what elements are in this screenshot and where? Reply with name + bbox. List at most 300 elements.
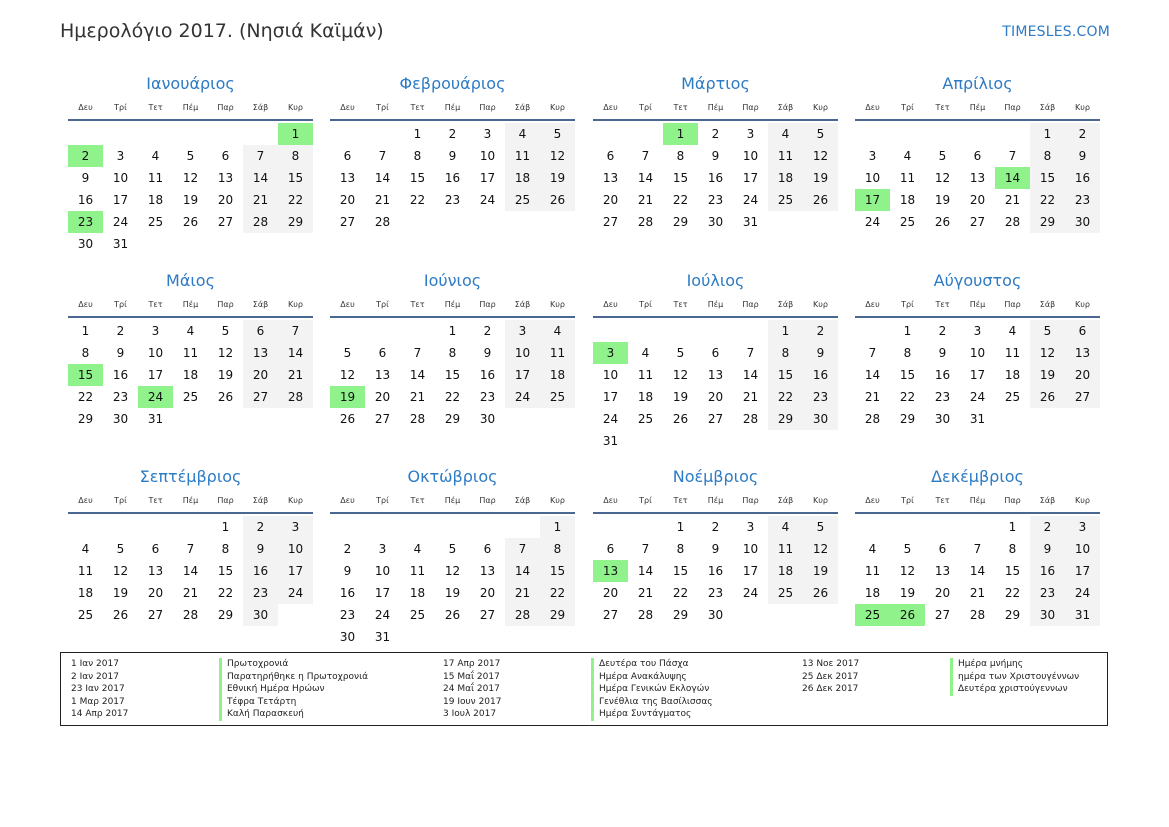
day-cell: 8 bbox=[540, 538, 575, 560]
day-cell: 6 bbox=[711, 346, 720, 360]
day-cell: 3 bbox=[973, 324, 982, 338]
day-cell: 2 bbox=[483, 324, 492, 338]
weekday-label: Σάβ bbox=[777, 300, 794, 309]
month-block bbox=[855, 466, 1100, 626]
day-cell: 22 bbox=[444, 390, 461, 404]
day-cell: 28 bbox=[243, 211, 278, 233]
weekday-label: Σάβ bbox=[777, 496, 794, 505]
weekday-label: Τετ bbox=[410, 496, 425, 505]
month-block bbox=[68, 270, 313, 430]
day-cell: 14 bbox=[409, 368, 426, 382]
weekday-label: Παρ bbox=[1004, 300, 1021, 309]
day-cell: 30 bbox=[479, 412, 496, 426]
day-cell: 14 bbox=[243, 167, 278, 189]
day-cell: 29 bbox=[217, 608, 234, 622]
day-cell: 3 bbox=[483, 127, 492, 141]
weekday-label: Δευ bbox=[603, 496, 618, 505]
empty-cell bbox=[400, 320, 435, 342]
day-cell: 4 bbox=[768, 123, 803, 145]
day-cell: 13 bbox=[1065, 342, 1100, 364]
day-cell: 21 bbox=[278, 364, 313, 386]
day-cell: 20 bbox=[374, 390, 391, 404]
legend-row bbox=[443, 708, 692, 721]
day-cell: 2 bbox=[448, 127, 457, 141]
day-cell: 19 bbox=[182, 193, 199, 207]
holiday-date: 25 Δεκ 2017 bbox=[802, 671, 859, 682]
day-grid bbox=[593, 320, 838, 452]
weekday-label: Τετ bbox=[410, 103, 425, 112]
day-cell: 30 bbox=[934, 412, 951, 426]
day-cell: 5 bbox=[540, 123, 575, 145]
day-cell: 12 bbox=[217, 346, 234, 360]
day-cell: 9 bbox=[81, 171, 90, 185]
site-link[interactable]: TIMESLES.COM bbox=[1002, 24, 1110, 40]
day-cell: 23 bbox=[707, 586, 724, 600]
legend-row bbox=[71, 708, 304, 721]
day-cell: 27 bbox=[147, 608, 164, 622]
weekday-label: Τετ bbox=[148, 496, 163, 505]
day-cell: 28 bbox=[374, 215, 391, 229]
day-cell: 23 bbox=[707, 193, 724, 207]
holiday-date: 24 Μαΐ 2017 bbox=[443, 684, 500, 695]
day-cell: 26 bbox=[540, 189, 575, 211]
empty-cell bbox=[505, 516, 540, 538]
day-cell: 27 bbox=[707, 412, 724, 426]
day-cell: 9 bbox=[1030, 538, 1065, 560]
day-cell: 25 bbox=[147, 215, 164, 229]
weekday-label: Τρί bbox=[901, 103, 914, 112]
weekday-label: Τρί bbox=[639, 103, 652, 112]
weekday-label: Τετ bbox=[673, 300, 688, 309]
day-cell: 16 bbox=[707, 564, 724, 578]
day-cell: 16 bbox=[243, 560, 278, 582]
month-name: Σεπτέμβριος bbox=[139, 467, 242, 486]
day-cell: 20 bbox=[602, 193, 619, 207]
day-cell: 23 bbox=[934, 390, 951, 404]
holiday-name: ημέρα των Χριστουγέννων bbox=[950, 671, 1079, 684]
day-cell: 5 bbox=[343, 346, 352, 360]
weekday-label: Κυρ bbox=[550, 103, 565, 112]
day-cell: 2 bbox=[243, 516, 278, 538]
day-cell: 11 bbox=[77, 564, 94, 578]
day-cell: 14 bbox=[637, 564, 654, 578]
weekday-label: Δευ bbox=[340, 103, 355, 112]
day-cell: 10 bbox=[864, 171, 881, 185]
day-cell: 15 bbox=[444, 368, 461, 382]
day-cell: 6 bbox=[1065, 320, 1100, 342]
day-cell: 9 bbox=[803, 342, 838, 364]
month-block bbox=[330, 270, 575, 430]
holiday-day-cell: 2 bbox=[68, 145, 103, 167]
day-cell: 8 bbox=[413, 149, 422, 163]
day-cell: 30 bbox=[1030, 604, 1065, 626]
empty-cell bbox=[593, 123, 628, 145]
page-title: Ημερολόγιο 2017. (Νησιά Καϊμάν) bbox=[60, 20, 384, 42]
legend-column bbox=[71, 658, 369, 721]
day-cell: 3 bbox=[1065, 516, 1100, 538]
day-cell: 24 bbox=[479, 193, 496, 207]
empty-cell bbox=[330, 320, 365, 342]
day-cell: 20 bbox=[1065, 364, 1100, 386]
day-cell: 15 bbox=[1030, 167, 1065, 189]
day-cell: 18 bbox=[768, 560, 803, 582]
holiday-day-cell: 17 bbox=[855, 189, 890, 211]
day-cell: 3 bbox=[378, 542, 387, 556]
day-cell: 27 bbox=[339, 215, 356, 229]
holiday-day-cell: 1 bbox=[278, 123, 313, 145]
day-cell: 20 bbox=[969, 193, 986, 207]
weekday-header bbox=[855, 490, 1100, 514]
legend-row bbox=[802, 658, 1024, 671]
day-cell: 30 bbox=[707, 215, 724, 229]
weekday-label: Παρ bbox=[742, 103, 759, 112]
weekday-header bbox=[855, 294, 1100, 318]
day-cell: 2 bbox=[938, 324, 947, 338]
weekday-label: Παρ bbox=[742, 496, 759, 505]
day-cell: 4 bbox=[81, 542, 90, 556]
holiday-day-cell: 25 bbox=[855, 604, 890, 626]
empty-cell bbox=[925, 516, 960, 538]
weekday-label: Τετ bbox=[935, 103, 950, 112]
holiday-day-cell: 23 bbox=[68, 211, 103, 233]
day-cell: 22 bbox=[77, 390, 94, 404]
day-cell: 31 bbox=[112, 237, 129, 251]
weekday-label: Τετ bbox=[673, 496, 688, 505]
day-cell: 4 bbox=[868, 542, 877, 556]
day-cell: 8 bbox=[676, 149, 685, 163]
day-cell: 17 bbox=[479, 171, 496, 185]
empty-cell bbox=[960, 516, 995, 538]
day-cell: 10 bbox=[479, 149, 496, 163]
day-cell: 9 bbox=[343, 564, 352, 578]
empty-cell bbox=[330, 123, 365, 145]
empty-cell bbox=[365, 320, 400, 342]
holiday-date: 19 Ιουν 2017 bbox=[443, 696, 502, 707]
weekday-header bbox=[330, 490, 575, 514]
day-cell: 23 bbox=[112, 390, 129, 404]
day-cell: 6 bbox=[938, 542, 947, 556]
day-grid bbox=[68, 320, 313, 430]
month-block bbox=[68, 466, 313, 626]
day-cell: 29 bbox=[444, 412, 461, 426]
day-cell: 18 bbox=[409, 586, 426, 600]
holiday-day-cell: 19 bbox=[330, 386, 365, 408]
holiday-name: Τέφρα Τετάρτη bbox=[219, 696, 296, 709]
empty-cell bbox=[103, 123, 138, 145]
day-cell: 3 bbox=[278, 516, 313, 538]
day-cell: 4 bbox=[413, 542, 422, 556]
day-cell: 5 bbox=[903, 542, 912, 556]
weekday-label: Τετ bbox=[673, 103, 688, 112]
day-cell: 13 bbox=[934, 564, 951, 578]
month-block bbox=[593, 466, 838, 626]
day-cell: 25 bbox=[182, 390, 199, 404]
day-cell: 27 bbox=[374, 412, 391, 426]
day-grid bbox=[330, 320, 575, 430]
day-cell: 15 bbox=[768, 364, 803, 386]
day-cell: 7 bbox=[1008, 149, 1017, 163]
empty-cell bbox=[365, 516, 400, 538]
day-cell: 20 bbox=[707, 390, 724, 404]
day-cell: 5 bbox=[938, 149, 947, 163]
weekday-label: Παρ bbox=[217, 103, 234, 112]
day-cell: 12 bbox=[672, 368, 689, 382]
empty-cell bbox=[68, 516, 103, 538]
day-cell: 24 bbox=[1065, 582, 1100, 604]
weekday-label: Τρί bbox=[901, 300, 914, 309]
day-cell: 18 bbox=[768, 167, 803, 189]
empty-cell bbox=[855, 320, 890, 342]
day-cell: 11 bbox=[540, 342, 575, 364]
weekday-label: Σάβ bbox=[1039, 300, 1056, 309]
day-cell: 11 bbox=[182, 346, 199, 360]
day-cell: 19 bbox=[672, 390, 689, 404]
day-cell: 4 bbox=[903, 149, 912, 163]
day-cell: 27 bbox=[602, 215, 619, 229]
day-grid bbox=[68, 516, 313, 626]
day-cell: 1 bbox=[903, 324, 912, 338]
day-grid bbox=[330, 516, 575, 648]
holiday-day-cell: 3 bbox=[593, 342, 628, 364]
day-cell: 13 bbox=[374, 368, 391, 382]
day-cell: 10 bbox=[278, 538, 313, 560]
day-cell: 14 bbox=[864, 368, 881, 382]
day-cell: 4 bbox=[186, 324, 195, 338]
day-cell: 12 bbox=[803, 145, 838, 167]
day-cell: 22 bbox=[672, 193, 689, 207]
day-cell: 16 bbox=[934, 368, 951, 382]
day-cell: 5 bbox=[186, 149, 195, 163]
day-cell: 29 bbox=[278, 211, 313, 233]
day-cell: 19 bbox=[934, 193, 951, 207]
day-cell: 10 bbox=[147, 346, 164, 360]
day-cell: 11 bbox=[768, 145, 803, 167]
day-cell: 29 bbox=[672, 215, 689, 229]
day-cell: 30 bbox=[112, 412, 129, 426]
weekday-label: Τρί bbox=[639, 496, 652, 505]
empty-cell bbox=[628, 320, 663, 342]
day-cell: 7 bbox=[641, 149, 650, 163]
day-cell: 13 bbox=[243, 342, 278, 364]
day-cell: 8 bbox=[221, 542, 230, 556]
month-name: Οκτώβριος bbox=[407, 467, 498, 486]
day-cell: 17 bbox=[505, 364, 540, 386]
day-grid bbox=[593, 516, 838, 626]
day-cell: 6 bbox=[606, 149, 615, 163]
weekday-header bbox=[855, 97, 1100, 121]
holiday-date: 13 Νοε 2017 bbox=[802, 659, 860, 669]
holiday-name: Παρατηρήθηκε η Πρωτοχρονιά bbox=[219, 671, 368, 684]
weekday-label: Πέμ bbox=[969, 300, 986, 309]
day-cell: 28 bbox=[637, 215, 654, 229]
day-cell: 14 bbox=[969, 564, 986, 578]
day-cell: 12 bbox=[934, 171, 951, 185]
day-cell: 6 bbox=[378, 346, 387, 360]
day-cell: 20 bbox=[217, 193, 234, 207]
holiday-day-cell: 1 bbox=[663, 123, 698, 145]
day-cell: 21 bbox=[742, 390, 759, 404]
day-cell: 11 bbox=[864, 564, 881, 578]
day-cell: 28 bbox=[742, 412, 759, 426]
empty-cell bbox=[173, 516, 208, 538]
day-cell: 29 bbox=[768, 408, 803, 430]
day-cell: 20 bbox=[147, 586, 164, 600]
day-cell: 22 bbox=[1030, 189, 1065, 211]
day-cell: 6 bbox=[606, 542, 615, 556]
day-cell: 18 bbox=[147, 193, 164, 207]
day-cell: 1 bbox=[768, 320, 803, 342]
day-cell: 19 bbox=[112, 586, 129, 600]
day-cell: 18 bbox=[505, 167, 540, 189]
day-cell: 21 bbox=[1004, 193, 1021, 207]
holiday-date: 14 Απρ 2017 bbox=[71, 709, 129, 720]
day-cell: 27 bbox=[479, 608, 496, 622]
weekday-label: Κυρ bbox=[550, 300, 565, 309]
day-cell: 2 bbox=[1065, 123, 1100, 145]
weekday-header bbox=[68, 294, 313, 318]
day-cell: 10 bbox=[1065, 538, 1100, 560]
month-name: Ιούλιος bbox=[686, 271, 745, 290]
weekday-label: Τρί bbox=[376, 300, 389, 309]
weekday-label: Πέμ bbox=[969, 103, 986, 112]
day-cell: 16 bbox=[77, 193, 94, 207]
day-cell: 28 bbox=[182, 608, 199, 622]
weekday-label: Δευ bbox=[603, 103, 618, 112]
weekday-label: Σάβ bbox=[514, 103, 531, 112]
holiday-name: Δευτέρα χριστούγεννων bbox=[950, 683, 1068, 696]
day-cell: 1 bbox=[448, 324, 457, 338]
day-cell: 25 bbox=[637, 412, 654, 426]
weekday-label: Δευ bbox=[78, 103, 93, 112]
weekday-label: Τετ bbox=[148, 300, 163, 309]
day-cell: 16 bbox=[1065, 167, 1100, 189]
day-cell: 13 bbox=[969, 171, 986, 185]
month-block bbox=[68, 73, 313, 255]
day-cell: 17 bbox=[969, 368, 986, 382]
day-cell: 7 bbox=[641, 542, 650, 556]
empty-cell bbox=[855, 516, 890, 538]
day-cell: 26 bbox=[444, 608, 461, 622]
weekday-label: Τρί bbox=[114, 103, 127, 112]
weekday-label: Τρί bbox=[114, 496, 127, 505]
weekday-label: Σάβ bbox=[252, 496, 269, 505]
day-cell: 5 bbox=[116, 542, 125, 556]
empty-cell bbox=[103, 516, 138, 538]
weekday-label: Σάβ bbox=[252, 300, 269, 309]
day-cell: 27 bbox=[969, 215, 986, 229]
month-block bbox=[855, 73, 1100, 233]
weekday-label: Παρ bbox=[1004, 496, 1021, 505]
weekday-label: Δευ bbox=[340, 496, 355, 505]
day-cell: 6 bbox=[483, 542, 492, 556]
day-cell: 23 bbox=[1065, 189, 1100, 211]
month-block bbox=[593, 270, 838, 452]
day-cell: 18 bbox=[1004, 368, 1021, 382]
day-cell: 27 bbox=[1065, 386, 1100, 408]
day-cell: 28 bbox=[969, 608, 986, 622]
day-cell: 14 bbox=[374, 171, 391, 185]
day-cell: 15 bbox=[672, 171, 689, 185]
day-cell: 4 bbox=[768, 516, 803, 538]
holiday-date: 17 Απρ 2017 bbox=[443, 659, 501, 669]
legend-row bbox=[802, 683, 1068, 696]
holiday-date: 1 Μαρ 2017 bbox=[71, 696, 125, 707]
weekday-label: Πέμ bbox=[182, 496, 199, 505]
weekday-header bbox=[593, 97, 838, 121]
weekday-label: Τρί bbox=[114, 300, 127, 309]
day-cell: 26 bbox=[803, 189, 838, 211]
month-block bbox=[330, 466, 575, 648]
day-cell: 12 bbox=[899, 564, 916, 578]
day-cell: 26 bbox=[934, 215, 951, 229]
day-cell: 19 bbox=[1030, 364, 1065, 386]
day-cell: 27 bbox=[217, 215, 234, 229]
day-cell: 8 bbox=[81, 346, 90, 360]
day-cell: 31 bbox=[602, 434, 619, 448]
day-cell: 24 bbox=[864, 215, 881, 229]
legend-column bbox=[443, 658, 713, 721]
empty-cell bbox=[995, 123, 1030, 145]
day-cell: 14 bbox=[742, 368, 759, 382]
day-cell: 26 bbox=[182, 215, 199, 229]
day-cell: 20 bbox=[339, 193, 356, 207]
weekday-label: Κυρ bbox=[288, 103, 303, 112]
weekday-label: Κυρ bbox=[288, 496, 303, 505]
day-cell: 10 bbox=[112, 171, 129, 185]
weekday-label: Πέμ bbox=[182, 103, 199, 112]
day-cell: 15 bbox=[409, 171, 426, 185]
day-cell: 31 bbox=[969, 412, 986, 426]
day-cell: 30 bbox=[339, 630, 356, 644]
day-cell: 30 bbox=[1065, 211, 1100, 233]
legend-row bbox=[71, 658, 289, 671]
empty-cell bbox=[330, 516, 365, 538]
day-cell: 25 bbox=[768, 189, 803, 211]
day-cell: 14 bbox=[505, 560, 540, 582]
weekday-label: Δευ bbox=[865, 496, 880, 505]
empty-cell bbox=[208, 123, 243, 145]
day-cell: 14 bbox=[637, 171, 654, 185]
day-cell: 25 bbox=[768, 582, 803, 604]
day-cell: 9 bbox=[483, 346, 492, 360]
day-cell: 29 bbox=[1030, 211, 1065, 233]
day-cell: 4 bbox=[1008, 324, 1017, 338]
holiday-date: 23 Ιαν 2017 bbox=[71, 684, 125, 695]
day-cell: 15 bbox=[540, 560, 575, 582]
day-cell: 23 bbox=[243, 582, 278, 604]
empty-cell bbox=[243, 123, 278, 145]
day-cell: 24 bbox=[374, 608, 391, 622]
day-cell: 28 bbox=[1004, 215, 1021, 229]
day-cell: 10 bbox=[505, 342, 540, 364]
day-cell: 1 bbox=[540, 516, 575, 538]
day-cell: 1 bbox=[413, 127, 422, 141]
weekday-label: Παρ bbox=[479, 300, 496, 309]
day-cell: 14 bbox=[278, 342, 313, 364]
day-cell: 29 bbox=[899, 412, 916, 426]
weekday-label: Σάβ bbox=[514, 300, 531, 309]
day-cell: 8 bbox=[448, 346, 457, 360]
empty-cell bbox=[593, 516, 628, 538]
day-cell: 23 bbox=[479, 390, 496, 404]
month-block bbox=[855, 270, 1100, 430]
day-cell: 16 bbox=[112, 368, 129, 382]
day-cell: 16 bbox=[339, 586, 356, 600]
legend-row bbox=[802, 671, 1080, 684]
day-grid bbox=[855, 516, 1100, 626]
day-cell: 9 bbox=[711, 542, 720, 556]
day-cell: 9 bbox=[711, 149, 720, 163]
